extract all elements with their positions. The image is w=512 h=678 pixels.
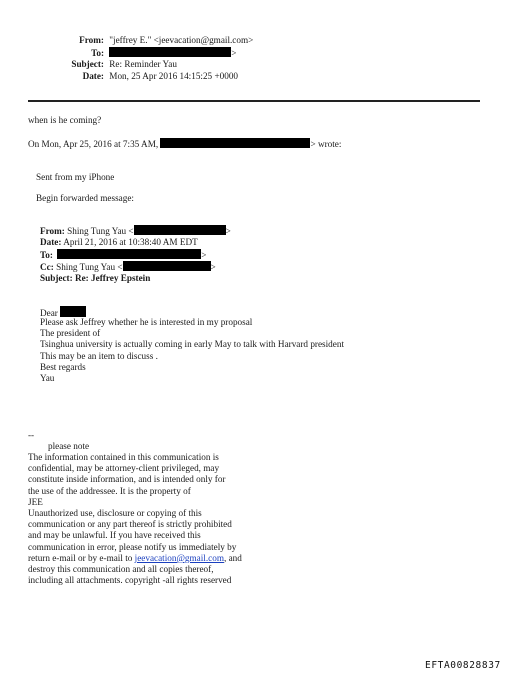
fwd-to-label: To: [40, 250, 53, 260]
forwarded-line: Begin forwarded message: [36, 193, 134, 203]
fwd-cc-row [40, 261, 216, 273]
reply-body: when is he coming? [28, 115, 102, 125]
header-to-tail: > [231, 48, 237, 58]
email-link[interactable]: jeevacation@gmail.com [134, 552, 224, 563]
fwd-cc-label: Cc: [40, 262, 54, 272]
redaction-block [123, 261, 211, 271]
disclaimer-email-line [28, 553, 242, 564]
redaction-block [60, 306, 86, 317]
header-date-row [38, 71, 238, 82]
fwd-body-line: Tsinghua university is actually coming in early May to talk with Harvard president [40, 339, 345, 350]
disclaimer-line: destroy this communication and all copies thereof, [28, 564, 214, 575]
signature-note: please note [48, 441, 90, 451]
disclaimer-line: including all attachments. copyright -all rights reserved [28, 575, 232, 586]
header-subject-row [38, 59, 177, 70]
disclaimer-line: confidential, may be attorney-client privileged, may [28, 463, 220, 474]
redaction-block [160, 138, 310, 148]
fwd-from-value: Shing Tung Yau < [67, 226, 134, 236]
header-date-value: Mon, 25 Apr 2016 14:15:25 +0000 [109, 71, 239, 81]
header-to-row [38, 47, 236, 59]
disclaimer-line: constitute inside information, and is intended only for [28, 474, 226, 485]
quote-intro-prefix: On Mon, Apr 25, 2016 at 7:35 AM, [28, 139, 159, 149]
fwd-to-row [40, 249, 206, 261]
fwd-to-tail: > [201, 250, 207, 260]
disclaimer-line: and may be unlawful. If you have received this [28, 530, 201, 541]
fwd-cc-value: Shing Tung Yau < [56, 262, 123, 272]
header-from-value: "jeffrey E." <jeevacation@gmail.com> [109, 35, 254, 45]
header-divider [28, 100, 480, 102]
document-id: EFTA00828837 [425, 660, 501, 671]
fwd-greeting: Dear [40, 308, 58, 318]
header-to-label: To: [91, 48, 104, 58]
disclaimer-line: Unauthorized use, disclosure or copying of this [28, 508, 202, 519]
header-subject-value: Re: Reminder Yau [109, 59, 177, 69]
redaction-block [57, 249, 201, 259]
disclaimer-line: communication or any part thereof is strictly prohibited [28, 519, 232, 530]
fwd-from-row [40, 225, 231, 237]
fwd-subject-value: Re: Jeffrey Epstein [74, 273, 151, 283]
disclaimer-line: the use of the addressee. It is the property of [28, 485, 191, 496]
signature-dashes: -- [28, 430, 35, 440]
disclaimer-line: The information contained in this communication is [28, 452, 219, 462]
quote-intro-suffix: > wrote: [310, 139, 342, 149]
fwd-cc-tail: > [210, 262, 216, 272]
disclaimer-line: communication in error, please notify us immediately by [28, 541, 237, 552]
disclaimer-line: JEE [28, 496, 43, 507]
quote-intro [28, 138, 341, 150]
fwd-date-label: Date: [40, 237, 62, 247]
header-date-label: Date: [82, 71, 104, 81]
fwd-date-value: April 21, 2016 at 10:38:40 AM EDT [63, 237, 198, 247]
fwd-from-tail: > [225, 226, 231, 236]
fwd-body-line: Best regards [40, 361, 86, 372]
disclaimer-email-suffix: , and [223, 552, 242, 563]
header-subject-label: Subject: [71, 59, 104, 69]
fwd-from-label: From: [40, 226, 65, 236]
fwd-body-line: The president of [40, 328, 101, 339]
fwd-subject-row [40, 273, 150, 284]
redaction-block [134, 225, 226, 235]
fwd-body [40, 317, 344, 384]
sent-from-line: Sent from my iPhone [36, 172, 115, 182]
header-from-label: From: [79, 35, 104, 45]
disclaimer [28, 452, 242, 586]
fwd-subject-label: Subject: [40, 273, 73, 283]
fwd-body-line: This may be an item to discuss . [40, 350, 158, 361]
fwd-body-line: Yau [40, 373, 55, 384]
fwd-body-line: Please ask Jeffrey whether he is interested in my proposal [40, 317, 253, 327]
header-from-row [38, 35, 253, 46]
fwd-date-row [40, 237, 198, 248]
redaction-block [109, 47, 231, 57]
disclaimer-email-prefix: return e-mail or by e-mail to [28, 552, 135, 563]
